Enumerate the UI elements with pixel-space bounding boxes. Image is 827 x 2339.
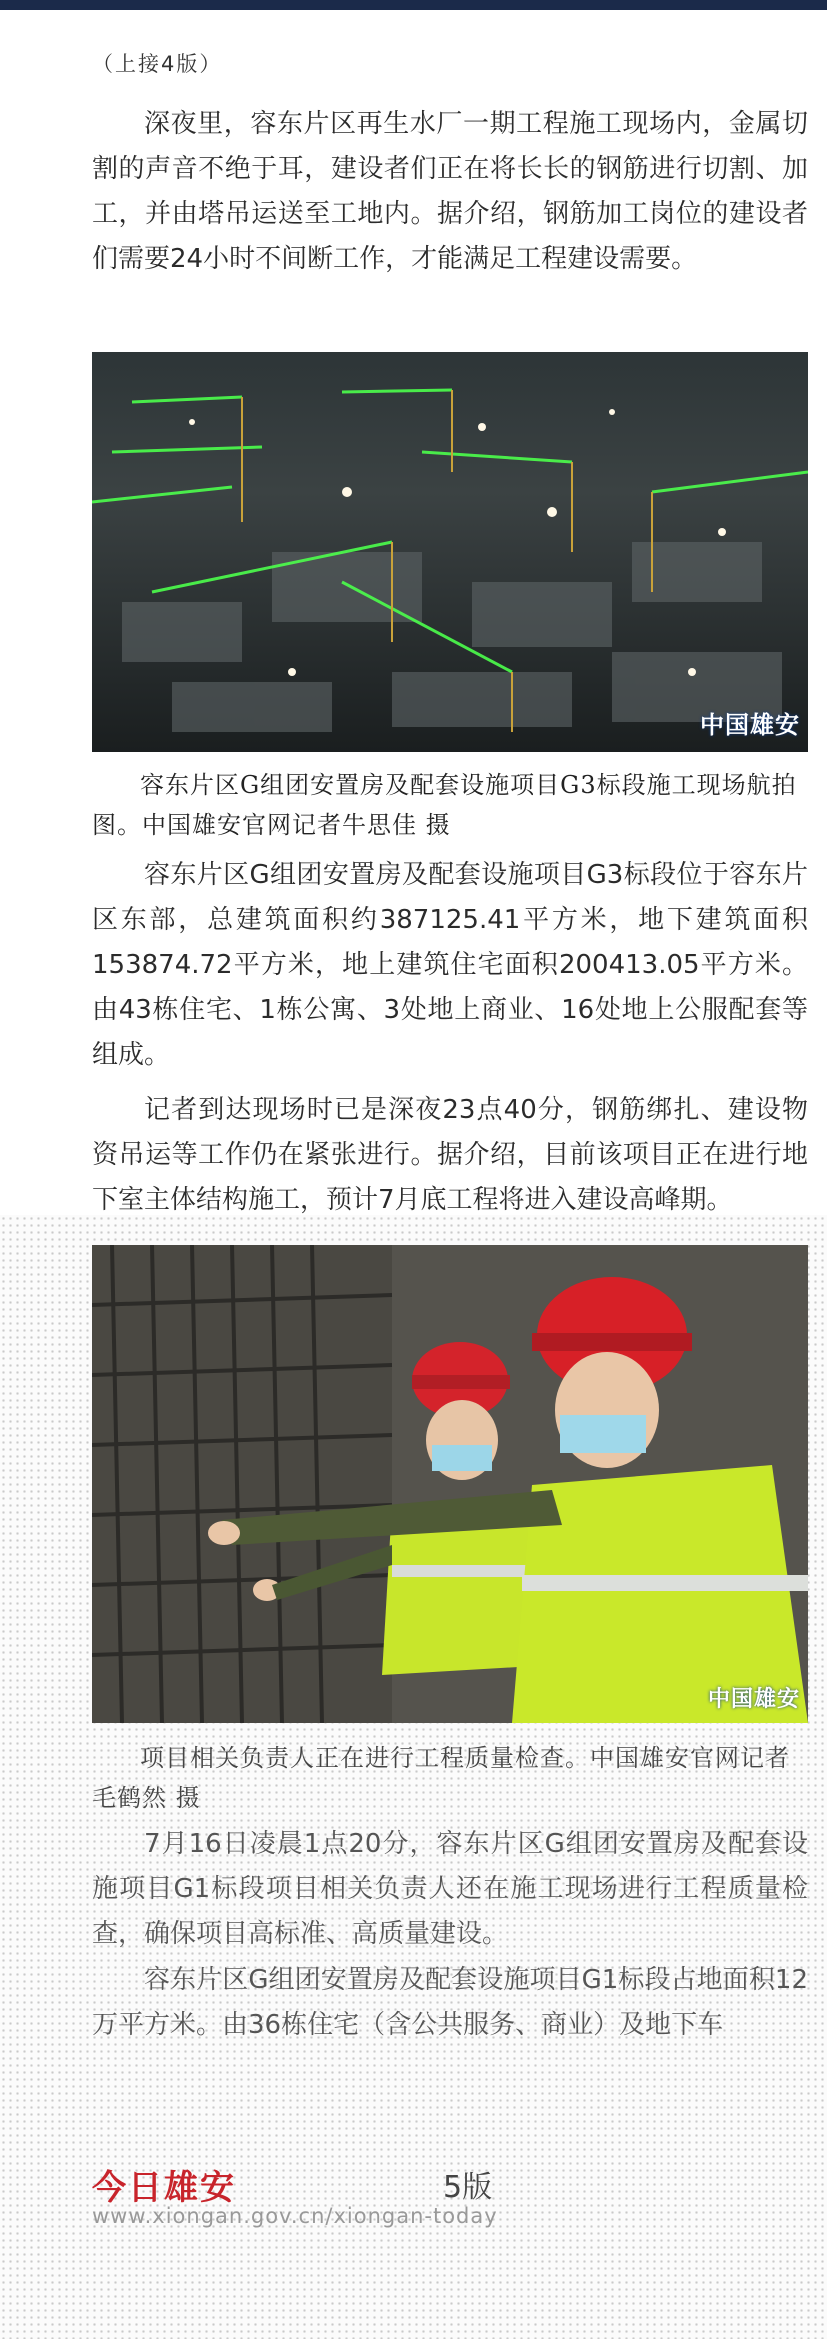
- paragraph-4: 7月16日凌晨1点20分，容东片区G组团安置房及配套设施项目G1标段项目相关负责人还在施工现场进行工程质量检查，确保项目高标准、高质量建设。: [92, 1829, 808, 1949]
- paragraph-5: 容东片区G组团安置房及配套设施项目G1标段占地面积12万平方米。由36栋住宅（含公共服务、商业）及地下车: [92, 1965, 808, 2040]
- page-number: 5版: [443, 2170, 493, 2205]
- watermark-logo: 中国雄安: [700, 710, 800, 739]
- watermark-logo: 中国雄安: [707, 1686, 800, 1712]
- caption-2: 项目相关负责人正在进行工程质量检查。中国雄安官网记者毛鹤然 摄: [92, 1744, 790, 1812]
- quality-inspection-photo: [92, 1245, 808, 1723]
- paragraph-3: 记者到达现场时已是深夜23点40分，钢筋绑扎、建设物资吊运等工作仍在紧张进行。据介绍，目前该项目正在进行地下室主体结构施工，预计7月底工程将进入建设高峰期。: [92, 1095, 808, 1215]
- footer-logo: 今日雄安: [92, 2168, 236, 2208]
- paragraph-1: 深夜里，容东片区再生水厂一期工程施工现场内，金属切割的声音不绝于耳，建设者们正在将长长的钢筋进行切割、加工，并由塔吊运送至工地内。据介绍，钢筋加工岗位的建设者们需要24小时不间断工作，才能满足工程建设需要。: [92, 109, 808, 274]
- paragraph-2: 容东片区G组团安置房及配套设施项目G3标段位于容东片区东部，总建筑面积约387125.41平方米，地下建筑面积153874.72平方米，地上建筑住宅面积200413.05平方米。由43栋住宅、1栋公寓、3处地上商业、16处地上公服配套等组成。: [92, 860, 808, 1070]
- workers-inspection-illustration: [92, 1245, 808, 1723]
- top-bar: [0, 0, 827, 10]
- continued-note: （上接4版）: [92, 52, 223, 76]
- aerial-night-illustration: [92, 352, 808, 752]
- footer-url[interactable]: www.xiongan.gov.cn/xiongan-today: [92, 2204, 498, 2228]
- aerial-construction-photo: [92, 352, 808, 752]
- caption-1: 容东片区G组团安置房及配套设施项目G3标段施工现场航拍图。中国雄安官网记者牛思佳 摄: [92, 771, 797, 839]
